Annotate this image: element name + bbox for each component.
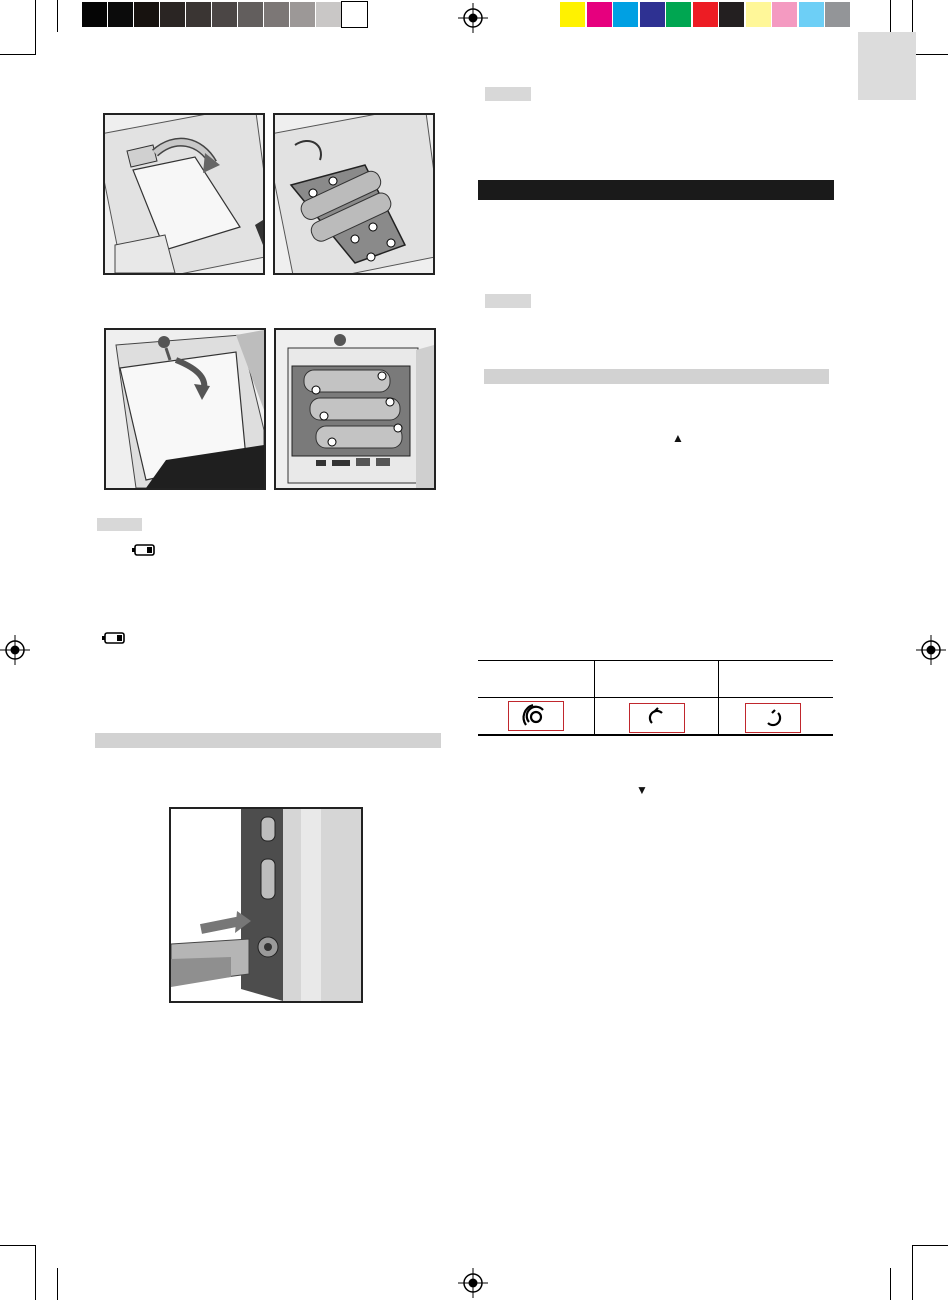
section-heading-bar xyxy=(95,733,441,748)
note-label-chip xyxy=(97,518,142,531)
grayscale-swatch xyxy=(212,2,237,27)
battery-low-icon xyxy=(131,544,155,556)
table-column-divider xyxy=(718,660,719,736)
grayscale-swatch xyxy=(290,2,315,27)
remote-cover-open-image xyxy=(103,113,265,275)
battery-low-icon xyxy=(101,632,125,644)
grayscale-swatch xyxy=(186,2,211,27)
grayscale-swatch xyxy=(316,2,341,27)
crop-mark xyxy=(912,54,948,55)
grayscale-swatch xyxy=(264,2,289,27)
color-swatch xyxy=(825,2,850,27)
up-arrow-icon: ▲ xyxy=(672,431,684,445)
color-swatch xyxy=(746,2,771,27)
color-swatch xyxy=(587,2,612,27)
table-top-rule xyxy=(478,660,833,661)
crop-mark xyxy=(57,0,58,32)
crop-mark xyxy=(0,54,36,55)
crop-mark xyxy=(35,1245,36,1300)
color-swatch xyxy=(719,2,744,27)
section-heading-bar xyxy=(484,369,829,384)
reception-medium-cell xyxy=(629,703,685,733)
grayscale-swatch xyxy=(160,2,185,27)
color-swatch xyxy=(666,2,691,27)
reception-medium-icon xyxy=(630,704,684,732)
color-swatch xyxy=(799,2,824,27)
reception-strong-cell xyxy=(508,701,564,731)
registration-mark-icon xyxy=(458,3,488,33)
crop-mark xyxy=(912,1245,948,1246)
color-swatch xyxy=(640,2,665,27)
note-label-chip xyxy=(485,87,531,101)
reception-strong-icon xyxy=(509,702,563,730)
crop-mark xyxy=(35,0,36,55)
grayscale-swatch xyxy=(108,2,133,27)
grayscale-swatch xyxy=(342,2,367,27)
remote-batteries-image xyxy=(273,113,435,275)
note-label-chip xyxy=(485,294,531,308)
crop-mark xyxy=(890,0,891,32)
reception-weak-cell xyxy=(745,703,801,733)
base-batteries-image xyxy=(274,328,436,490)
grayscale-swatch xyxy=(134,2,159,27)
down-arrow-icon: ▼ xyxy=(636,783,648,797)
crop-mark xyxy=(0,1245,36,1246)
registration-mark-icon xyxy=(916,635,946,665)
registration-mark-icon xyxy=(0,635,30,665)
base-cover-image xyxy=(104,328,266,490)
power-adapter-image xyxy=(169,807,363,1003)
grayscale-swatch xyxy=(82,2,107,27)
section-heading-bar-dark xyxy=(478,180,834,200)
table-column-divider xyxy=(594,660,595,736)
language-tab xyxy=(858,32,916,100)
color-swatch xyxy=(613,2,638,27)
table-bottom-rule xyxy=(478,734,833,736)
color-swatch xyxy=(693,2,718,27)
crop-mark xyxy=(57,1268,58,1300)
crop-mark xyxy=(890,1268,891,1300)
crop-mark xyxy=(912,1245,913,1300)
registration-mark-icon xyxy=(458,1268,488,1298)
color-swatch xyxy=(560,2,585,27)
reception-weak-icon xyxy=(746,704,800,732)
grayscale-swatch xyxy=(238,2,263,27)
table-header-rule xyxy=(478,697,833,698)
color-swatch xyxy=(772,2,797,27)
